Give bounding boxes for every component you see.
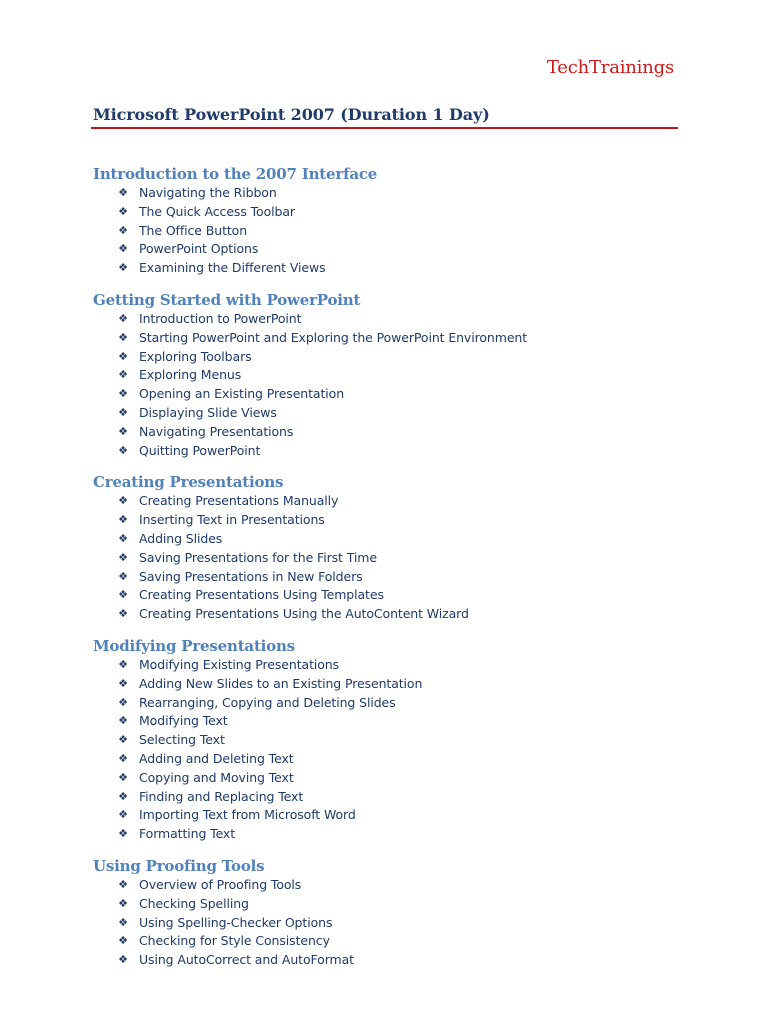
list-item [93, 825, 693, 844]
diamond-bullet-icon: ❖ [118, 770, 128, 784]
topic-label: Finding and Replacing Text [139, 788, 304, 804]
topic-label: Selecting Text [139, 732, 225, 748]
section-spacer [93, 460, 693, 473]
topic-label: Formatting Text [139, 826, 236, 842]
topic-label: Rearranging, Copying and Deleting Slides [139, 694, 396, 710]
diamond-bullet-icon: ❖ [118, 223, 128, 237]
diamond-bullet-icon: ❖ [118, 311, 128, 325]
list-item [93, 511, 693, 530]
topic-label: Modifying Text [139, 713, 228, 729]
diamond-bullet-icon: ❖ [118, 242, 128, 256]
list-item [93, 259, 693, 278]
diamond-bullet-icon: ❖ [118, 569, 128, 583]
topic-label: Importing Text from Microsoft Word [139, 807, 356, 823]
diamond-bullet-icon: ❖ [118, 714, 128, 728]
topic-label: Checking for Style Consistency [139, 933, 330, 949]
list-item [93, 442, 693, 461]
course-title: Microsoft PowerPoint 2007 (Duration 1 Day) [93, 105, 490, 124]
topic-label: Navigating Presentations [139, 423, 294, 439]
list-item [93, 932, 693, 951]
topic-label: Modifying Existing Presentations [139, 656, 340, 672]
diamond-bullet-icon: ❖ [118, 531, 128, 545]
topic-label: Using AutoCorrect and AutoFormat [139, 952, 354, 968]
diamond-bullet-icon: ❖ [118, 424, 128, 438]
diamond-bullet-icon: ❖ [118, 751, 128, 765]
outline-section [93, 637, 693, 844]
list-item [93, 404, 693, 423]
topic-label: The Quick Access Toolbar [139, 203, 295, 219]
section-spacer [93, 278, 693, 291]
diamond-bullet-icon: ❖ [118, 657, 128, 671]
diamond-bullet-icon: ❖ [118, 405, 128, 419]
list-item [93, 712, 693, 731]
brand-name: TechTrainings [546, 57, 674, 78]
section-heading: Using Proofing Tools [93, 856, 265, 875]
topic-label: Navigating the Ribbon [139, 185, 277, 200]
diamond-bullet-icon: ❖ [118, 513, 128, 527]
diamond-bullet-icon: ❖ [118, 349, 128, 363]
diamond-bullet-icon: ❖ [118, 877, 128, 891]
list-item [93, 222, 693, 241]
topic-label: Creating Presentations Using Templates [139, 587, 384, 603]
diamond-bullet-icon: ❖ [118, 261, 128, 275]
topic-list [93, 656, 693, 844]
list-item [93, 366, 693, 385]
diamond-bullet-icon: ❖ [118, 827, 128, 841]
topic-label: Adding Slides [139, 530, 223, 546]
list-item [93, 240, 693, 259]
diamond-bullet-icon: ❖ [118, 443, 128, 457]
diamond-bullet-icon: ❖ [118, 896, 128, 910]
course-outline [93, 165, 693, 970]
list-item [93, 656, 693, 675]
outline-section [93, 165, 693, 278]
topic-label: Checking Spelling [139, 895, 249, 911]
diamond-bullet-icon: ❖ [118, 733, 128, 747]
diamond-bullet-icon: ❖ [118, 915, 128, 929]
list-item [93, 492, 693, 511]
section-spacer [93, 844, 693, 857]
list-item [93, 348, 693, 367]
diamond-bullet-icon: ❖ [118, 204, 128, 218]
section-spacer [93, 624, 693, 637]
list-item [93, 423, 693, 442]
diamond-bullet-icon: ❖ [118, 695, 128, 709]
topic-label: Quitting PowerPoint [139, 442, 261, 458]
topic-label: Using Spelling-Checker Options [139, 914, 333, 930]
diamond-bullet-icon: ❖ [118, 676, 128, 690]
list-item [93, 694, 693, 713]
list-item [93, 385, 693, 404]
section-heading: Modifying Presentations [93, 636, 295, 655]
topic-label: Saving Presentations in New Folders [139, 568, 363, 584]
topic-label: Opening an Existing Presentation [139, 386, 345, 402]
list-item [93, 549, 693, 568]
topic-label: PowerPoint Options [139, 241, 259, 257]
topic-label: Exploring Toolbars [139, 348, 252, 364]
title-divider [91, 127, 678, 129]
list-item [93, 731, 693, 750]
diamond-bullet-icon: ❖ [118, 330, 128, 344]
outline-section [93, 473, 693, 624]
topic-label: Displaying Slide Views [139, 404, 277, 420]
topic-label: Creating Presentations Using the AutoContent Wizard [139, 606, 469, 622]
topic-list [93, 184, 693, 278]
section-heading: Getting Started with PowerPoint [93, 290, 361, 309]
list-item [93, 876, 693, 895]
diamond-bullet-icon: ❖ [118, 789, 128, 803]
list-item [93, 184, 693, 203]
list-item [93, 914, 693, 933]
topic-label: Creating Presentations Manually [139, 493, 339, 509]
topic-label: Saving Presentations for the First Time [139, 549, 377, 565]
topic-label: Adding New Slides to an Existing Presentation [139, 675, 423, 691]
diamond-bullet-icon: ❖ [118, 387, 128, 401]
list-item [93, 568, 693, 587]
diamond-bullet-icon: ❖ [118, 550, 128, 564]
topic-list [93, 492, 693, 624]
list-item [93, 806, 693, 825]
topic-list [93, 876, 693, 970]
outline-section [93, 857, 693, 970]
list-item [93, 586, 693, 605]
list-item [93, 750, 693, 769]
list-item [93, 605, 693, 624]
section-heading: Creating Presentations [93, 473, 284, 492]
list-item [93, 895, 693, 914]
diamond-bullet-icon: ❖ [118, 494, 128, 508]
section-heading: Introduction to the 2007 Interface [93, 165, 378, 183]
list-item [93, 769, 693, 788]
diamond-bullet-icon: ❖ [118, 186, 128, 199]
topic-list [93, 310, 693, 460]
topic-label: The Office Button [139, 222, 248, 238]
diamond-bullet-icon: ❖ [118, 953, 128, 967]
diamond-bullet-icon: ❖ [118, 934, 128, 948]
diamond-bullet-icon: ❖ [118, 808, 128, 822]
topic-label: Inserting Text in Presentations [139, 512, 325, 528]
outline-section [93, 291, 693, 460]
list-item [93, 951, 693, 970]
list-item [93, 310, 693, 329]
topic-label: Starting PowerPoint and Exploring the PowerPoint Environment [139, 329, 528, 345]
diamond-bullet-icon: ❖ [118, 588, 128, 602]
list-item [93, 203, 693, 222]
list-item [93, 329, 693, 348]
topic-label: Examining the Different Views [139, 260, 326, 276]
topic-label: Adding and Deleting Text [139, 750, 294, 766]
diamond-bullet-icon: ❖ [118, 607, 128, 621]
list-item [93, 675, 693, 694]
topic-label: Exploring Menus [139, 367, 242, 383]
topic-label: Copying and Moving Text [139, 769, 294, 785]
topic-label: Introduction to PowerPoint [139, 310, 302, 326]
diamond-bullet-icon: ❖ [118, 368, 128, 382]
topic-label: Overview of Proofing Tools [139, 876, 302, 892]
list-item [93, 530, 693, 549]
list-item [93, 788, 693, 807]
